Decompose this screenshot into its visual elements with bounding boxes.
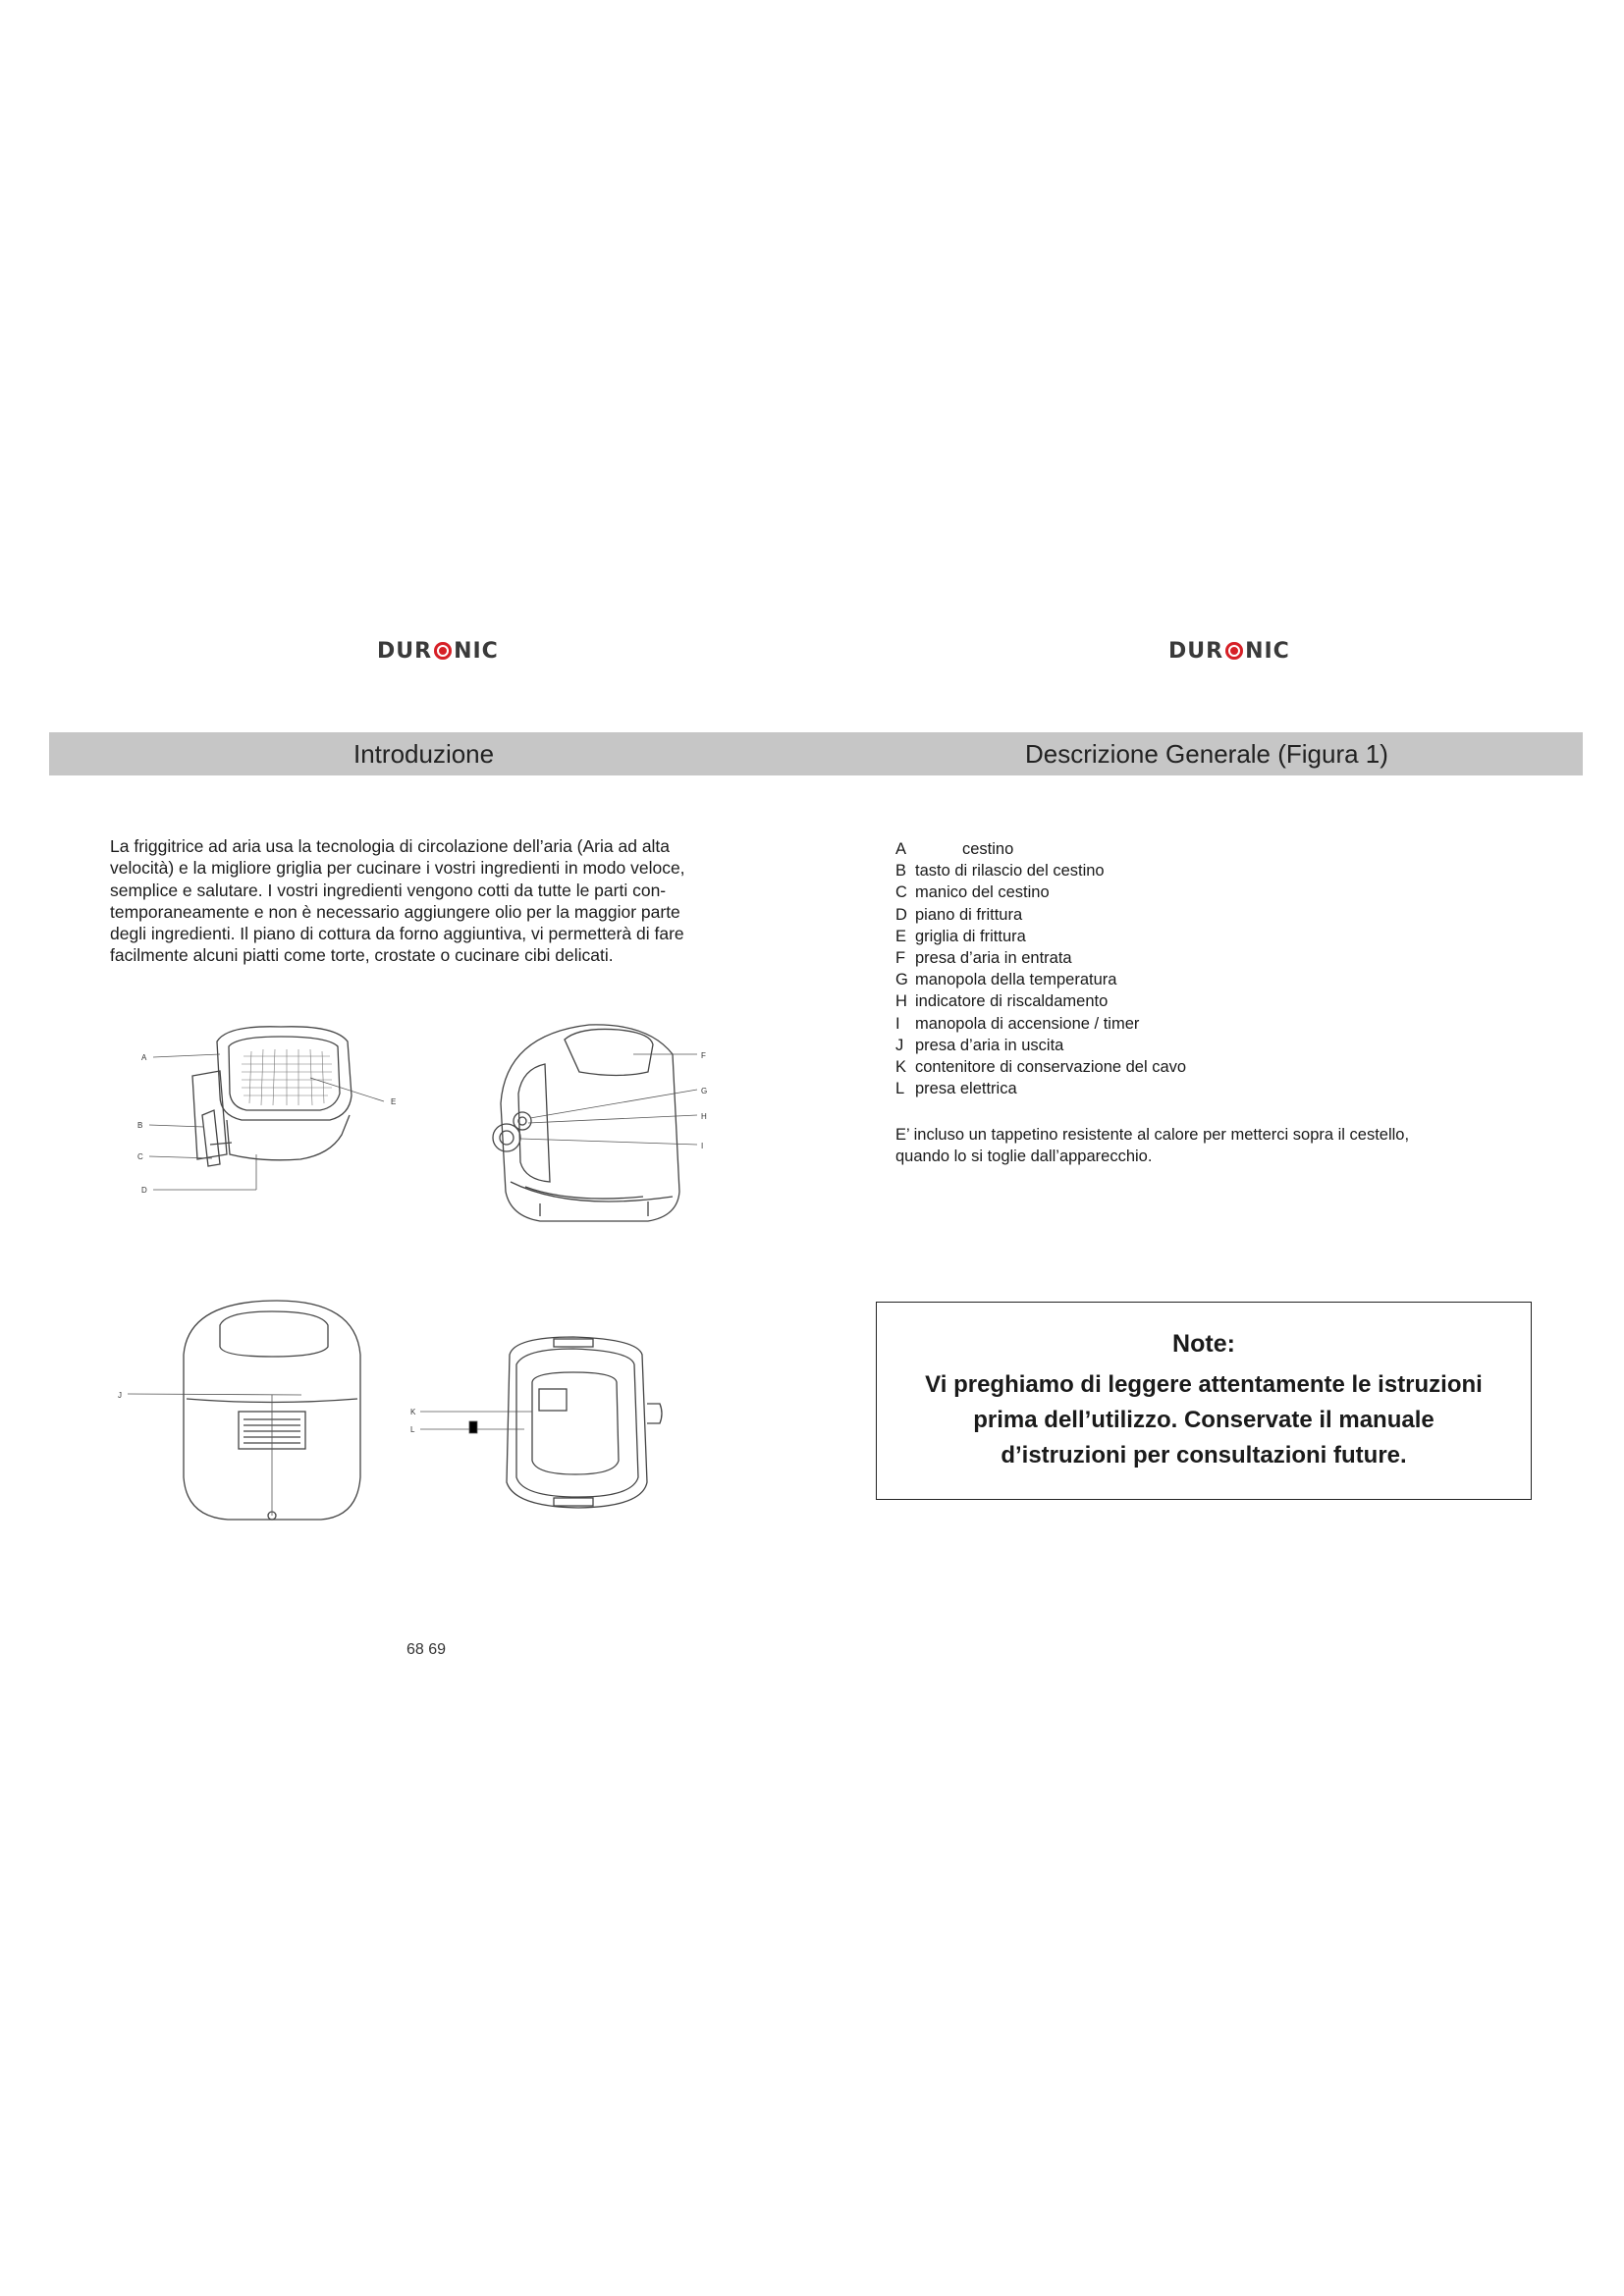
- logo-o-icon: [1225, 642, 1243, 660]
- part-letter: L: [895, 1080, 905, 1098]
- part-item: [895, 947, 1186, 969]
- intro-paragraph: [110, 835, 748, 967]
- part-label: presa elettrica: [915, 1080, 1017, 1098]
- part-item: [895, 926, 1186, 947]
- part-letter: D: [895, 905, 907, 924]
- figure-label-k: K: [410, 1408, 416, 1416]
- intro-line: facilmente alcuni piatti come torte, crostate o cucinare cibi delicati.: [110, 945, 614, 966]
- part-letter: C: [895, 883, 907, 902]
- part-label: piano di frittura: [915, 905, 1023, 924]
- duronic-logo-right: [1168, 636, 1290, 666]
- figure-label-j: J: [118, 1391, 122, 1400]
- part-label: presa d’aria in entrata: [915, 949, 1072, 968]
- figure-label-c: C: [137, 1152, 143, 1161]
- part-label: manopola della temperatura: [915, 971, 1117, 989]
- side-view-illustration-icon: [471, 1015, 727, 1231]
- figure-label-a: A: [141, 1053, 147, 1062]
- part-letter: I: [895, 1014, 900, 1033]
- part-letter: J: [895, 1036, 904, 1054]
- description-heading: Descrizione Generale (Figura 1): [1025, 739, 1388, 769]
- figure-label-f: F: [701, 1051, 706, 1060]
- top-figure: [406, 1335, 691, 1512]
- figure-label-h: H: [701, 1112, 707, 1121]
- basket-figure: [134, 1017, 408, 1203]
- figure-label-b: B: [137, 1121, 143, 1130]
- note-line: d’istruzioni per consultazioni future.: [1001, 1442, 1407, 1468]
- figure-label-i: I: [701, 1142, 704, 1150]
- intro-line: temporaneamente e non è necessario aggiungere olio per la maggior parte: [110, 901, 680, 922]
- part-item: [895, 1056, 1186, 1078]
- part-label: manopola di accensione / timer: [915, 1014, 1140, 1033]
- page-numbers: 68 69: [406, 1641, 447, 1658]
- part-item: [895, 1013, 1186, 1035]
- part-item: [895, 904, 1186, 926]
- note-box: [876, 1302, 1532, 1500]
- parts-list: [895, 838, 1186, 1099]
- part-item: [895, 969, 1186, 990]
- basket-illustration-icon: [134, 1017, 408, 1203]
- note-body: [877, 1367, 1531, 1473]
- logo-text-start: DUR: [377, 638, 433, 664]
- part-letter: H: [895, 992, 907, 1011]
- part-letter: E: [895, 927, 907, 945]
- figure-label-d: D: [141, 1186, 147, 1195]
- part-letter: A: [895, 840, 907, 858]
- part-label: contenitore di conservazione del cavo: [915, 1058, 1187, 1077]
- back-view-illustration-icon: [110, 1296, 365, 1531]
- figure-label-l: L: [410, 1425, 415, 1434]
- logo-text-end: NIC: [1245, 638, 1290, 664]
- part-letter: F: [895, 949, 906, 968]
- part-label: presa d’aria in uscita: [915, 1036, 1064, 1054]
- part-label: griglia di frittura: [915, 927, 1026, 945]
- part-item: [895, 860, 1186, 881]
- part-letter: B: [895, 862, 907, 881]
- intro-heading: Introduzione: [353, 739, 495, 769]
- mat-note-text: [895, 1124, 1504, 1167]
- logo-text-start: DUR: [1168, 638, 1224, 664]
- mat-line: quando lo si toglie dall’apparecchio.: [895, 1148, 1153, 1166]
- part-letter: G: [895, 971, 908, 989]
- duronic-logo-left: [377, 636, 499, 666]
- side-figure: [471, 1015, 727, 1231]
- back-figure: [110, 1296, 365, 1531]
- part-label: indicatore di riscaldamento: [915, 992, 1109, 1011]
- intro-line: velocità) e la migliore griglia per cucinare i vostri ingredienti in modo veloce,: [110, 858, 685, 879]
- intro-line: La friggitrice ad aria usa la tecnologia di circolazione dell’aria (Aria ad alta: [110, 836, 671, 856]
- mat-line: E’ incluso un tappetino resistente al calore per metterci sopra il cestello,: [895, 1126, 1410, 1144]
- figure-label-e: E: [391, 1097, 397, 1106]
- figure-label-g: G: [701, 1087, 708, 1095]
- part-letter: K: [895, 1058, 907, 1077]
- part-item: [895, 881, 1186, 903]
- note-line: prima dell’utilizzo. Conservate il manuale: [973, 1407, 1435, 1433]
- note-title: Note:: [1172, 1330, 1235, 1358]
- top-view-illustration-icon: [406, 1335, 691, 1512]
- intro-line: degli ingredienti. Il piano di cottura da forno aggiuntiva, vi permetterà di fare: [110, 924, 684, 944]
- part-label: manico del cestino: [915, 883, 1050, 902]
- logo-text-end: NIC: [454, 638, 499, 664]
- part-item: [895, 1078, 1186, 1099]
- part-label: tasto di rilascio del cestino: [915, 862, 1105, 881]
- note-line: Vi preghiamo di leggere attentamente le istruzioni: [925, 1371, 1483, 1398]
- part-item: [895, 990, 1186, 1012]
- logo-o-icon: [434, 642, 452, 660]
- part-item: [895, 1035, 1186, 1056]
- part-label: cestino: [962, 840, 1014, 858]
- intro-line: semplice e salutare. I vostri ingredienti vengono cotti da tutte le parti con-: [110, 880, 667, 900]
- part-item: [895, 838, 1186, 860]
